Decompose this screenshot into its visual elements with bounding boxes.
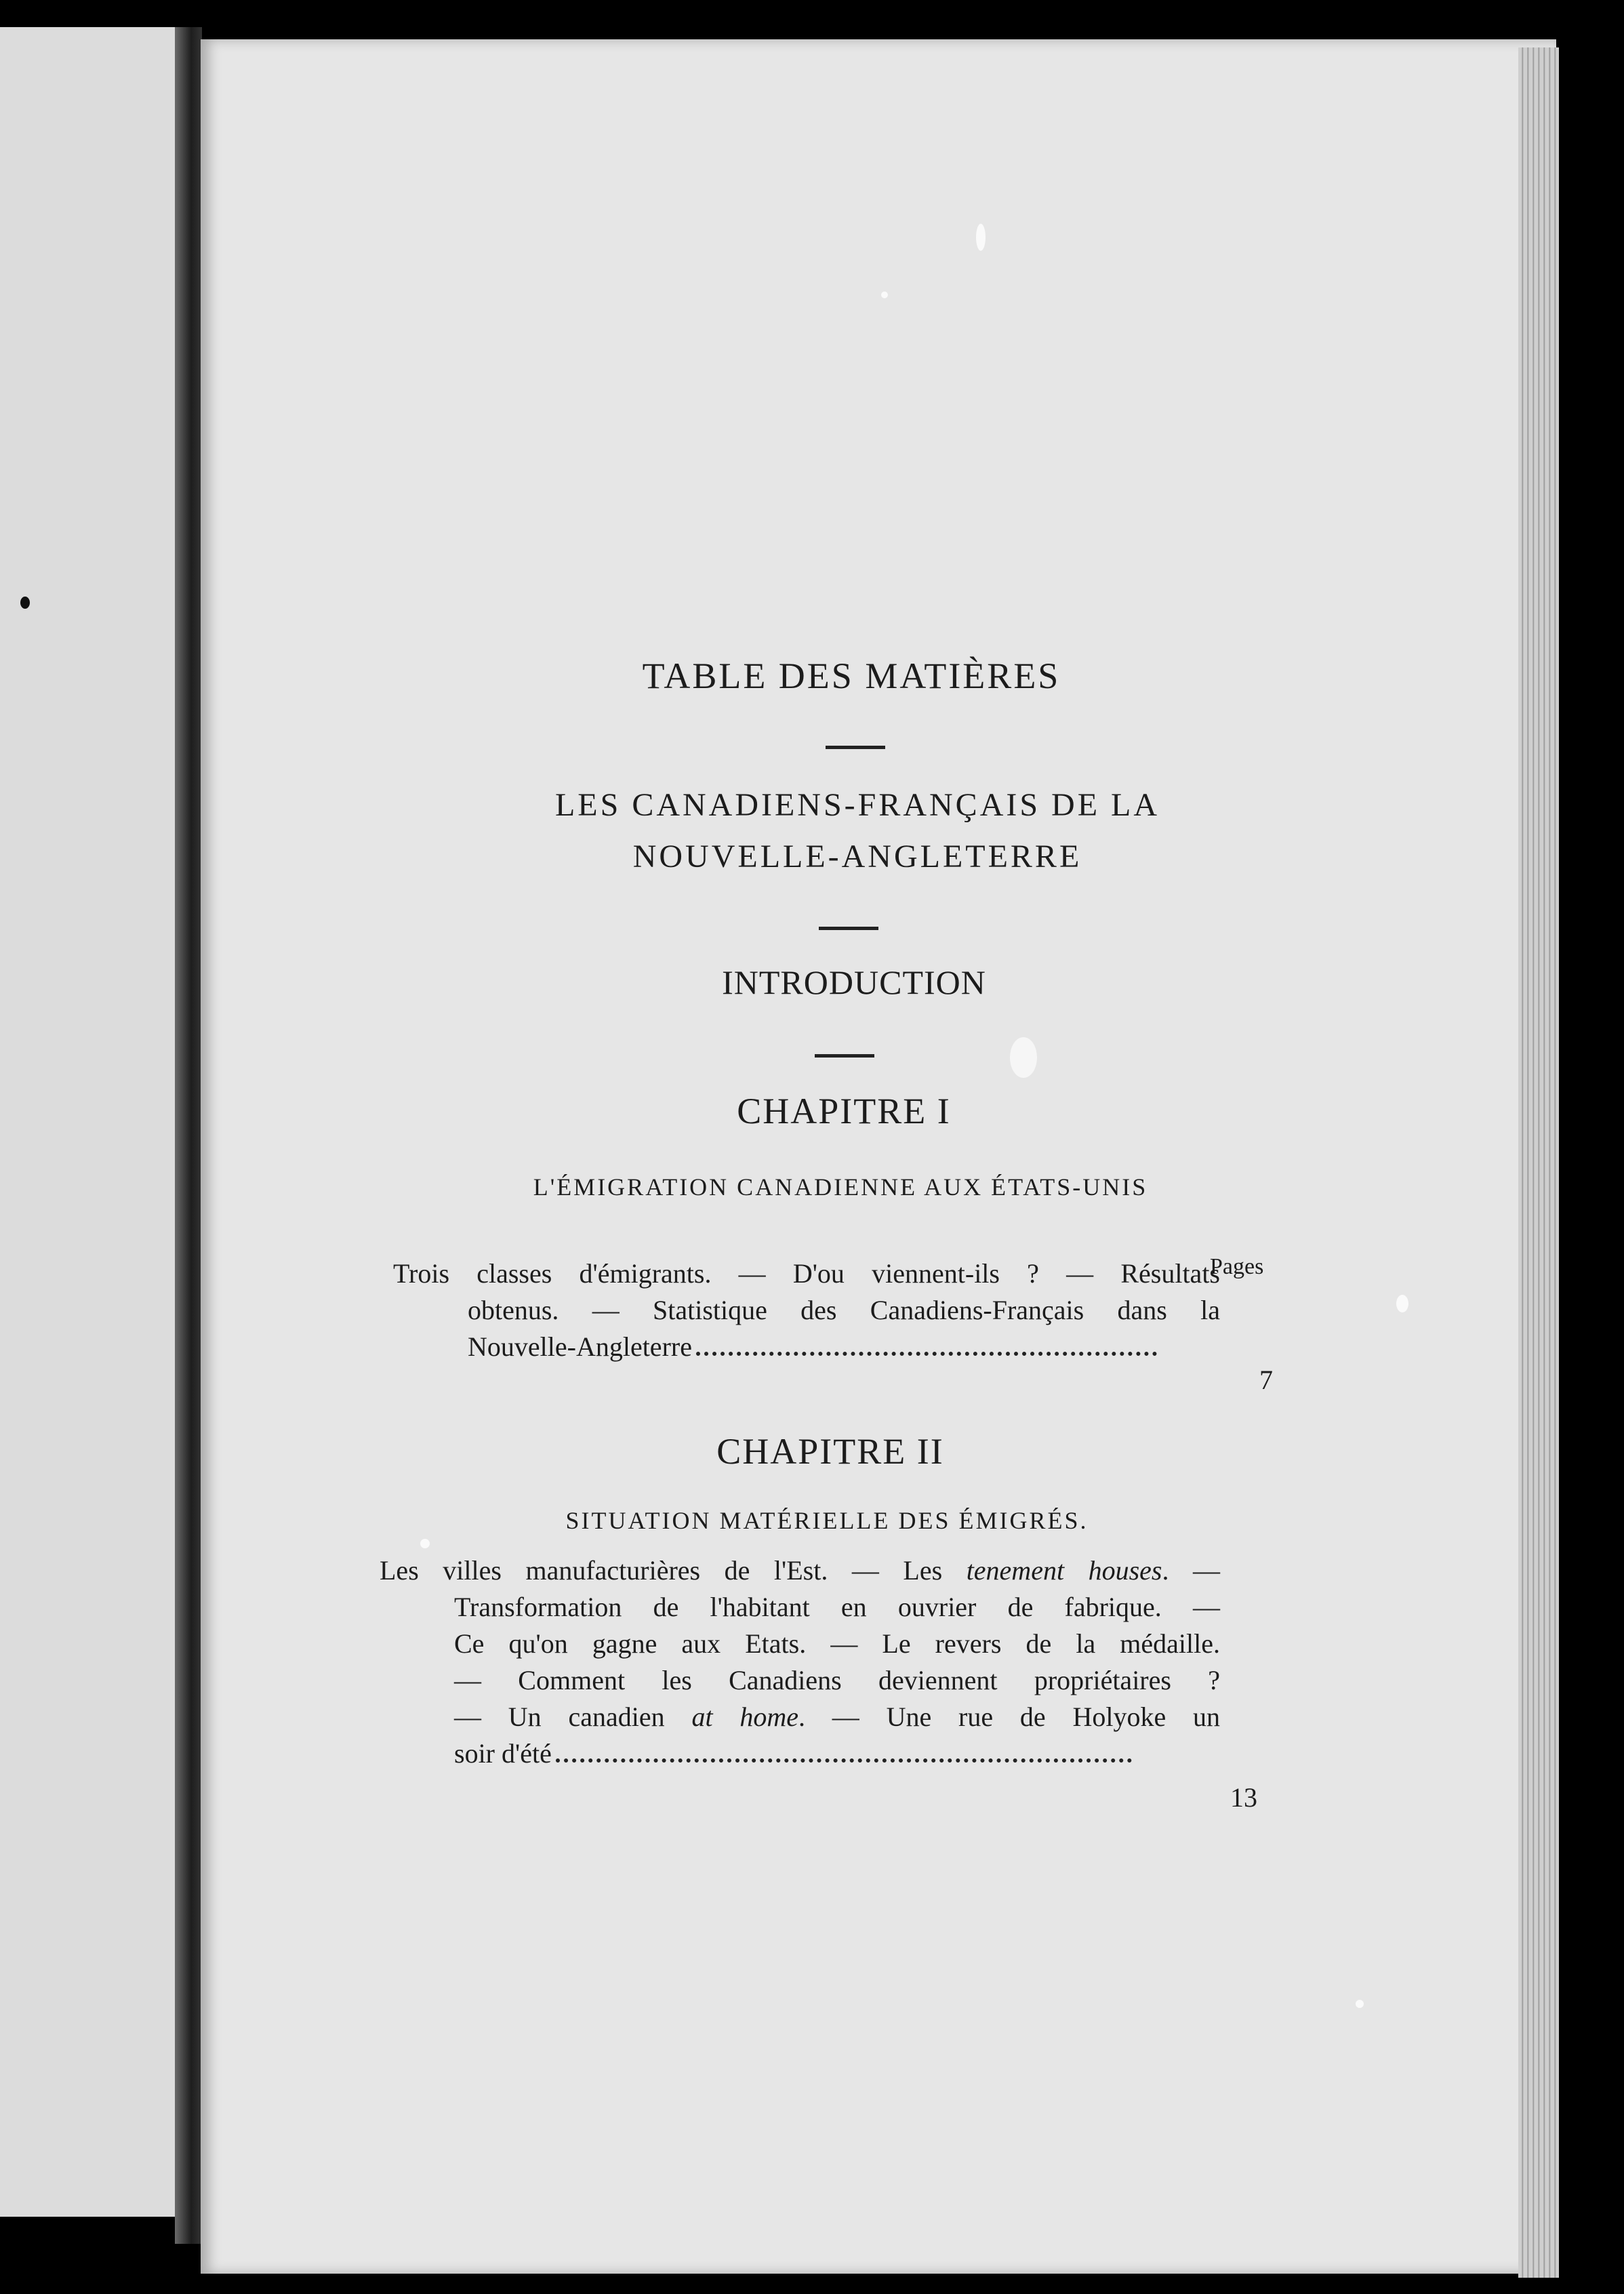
summary-line: — Comment les Canadiens deviennent propriétaires ?: [454, 1665, 1220, 1695]
summary-line: Transformation de l'habitant en ouvrier de fabrique. —: [454, 1592, 1220, 1622]
pages-label: Pages: [1210, 1254, 1264, 1279]
summary-line-with-leader: [393, 1329, 1220, 1365]
scan-speck: [1356, 2000, 1364, 2008]
divider-rule: [826, 746, 885, 749]
chapter-1-page-number: 7: [1259, 1365, 1273, 1395]
summary-line: Trois classes d'émigrants. — D'ou viennent-ils ? — Résultats: [393, 1258, 1220, 1289]
summary-line-with-leader: [380, 1735, 1220, 1772]
book-page: [201, 39, 1556, 2274]
summary-line: [380, 1699, 1220, 1735]
chapter-2-page-number: 13: [1230, 1782, 1257, 1813]
toc-title-text: TABLE DES MATIÈRES: [642, 656, 1061, 696]
scan-speck: [420, 1539, 430, 1548]
chapter-1-title: CHAPITRE I: [737, 1091, 951, 1131]
page-edges: [1518, 47, 1559, 2278]
scan-speck: [881, 291, 888, 298]
scan-speck: [1010, 1037, 1037, 1078]
summary-text: Les villes manufacturières de l'Est. — Les: [380, 1555, 943, 1586]
summary-line: Nouvelle-Angleterre: [468, 1331, 692, 1362]
part-title: [468, 780, 1247, 883]
book-gutter: [175, 27, 202, 2244]
summary-line: Ce qu'on gagne aux Etats. — Le revers de la médaille.: [454, 1628, 1220, 1659]
part-title-line1: LES CANADIENS-FRANÇAIS DE LA: [554, 787, 1160, 823]
chapter-1-subtitle: L'ÉMIGRATION CANADIENNE AUX ÉTATS-UNIS: [533, 1173, 1148, 1201]
summary-italic: tenement houses: [966, 1555, 1162, 1586]
chapter-1-summary: [393, 1255, 1220, 1365]
toc-title: [201, 655, 1556, 697]
scan-speck: [20, 597, 30, 609]
facing-page: [0, 27, 194, 2217]
chapter-2-summary: [380, 1552, 1220, 1772]
summary-text: . — Une rue de Holyoke un: [798, 1702, 1221, 1732]
chapter-2-subtitle: SITUATION MATÉRIELLE DES ÉMIGRÉS.: [565, 1507, 1089, 1534]
summary-text: . —: [1162, 1555, 1221, 1586]
dot-leader: [696, 1348, 1157, 1356]
summary-italic: at home: [691, 1702, 798, 1732]
scan-speck: [976, 224, 986, 251]
part-title-line2: NOUVELLE-ANGLETERRE: [632, 839, 1082, 874]
dot-leader: [556, 1754, 1132, 1763]
scan-speck: [1396, 1295, 1408, 1312]
summary-text: — Un canadien: [454, 1702, 665, 1732]
introduction-heading: INTRODUCTION: [722, 963, 986, 1001]
divider-rule: [819, 927, 878, 930]
divider-rule: [815, 1054, 874, 1058]
summary-line: [380, 1552, 1220, 1589]
summary-line: obtenus. — Statistique des Canadiens-Français dans la: [468, 1295, 1220, 1325]
summary-line: soir d'été: [454, 1738, 552, 1769]
chapter-2-title: CHAPITRE II: [716, 1431, 944, 1472]
